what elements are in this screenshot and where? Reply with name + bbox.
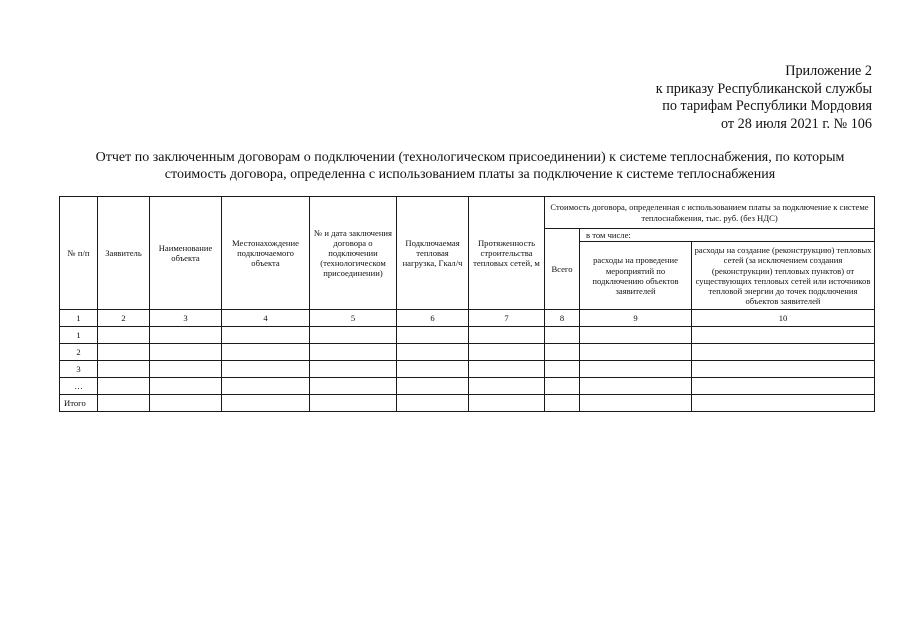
table-cell [150,344,222,361]
table-cell [692,327,875,344]
table-cell [469,378,545,395]
table-cell [692,395,875,412]
table-cell [692,361,875,378]
table-cell [469,327,545,344]
report-title-line-1: Отчет по заключенным договорам о подключении (технологическом присоединении) к системе теплоснабжения, по которым [95,150,845,165]
table-cell [397,344,469,361]
row-label: 3 [60,361,98,378]
table-cell [310,378,397,395]
table-cell [98,361,150,378]
total-label: Итого [60,395,98,412]
table-cell [310,395,397,412]
report-title-line-2: стоимость договора, определенна с использованием платы за подключение к системе теплоснабжения [164,167,776,182]
column-number: 5 [310,310,397,327]
header-total: Всего [545,229,580,310]
table-cell [310,344,397,361]
column-number: 6 [397,310,469,327]
appendix-authority-line: по тарифам Республики Мордовия [662,98,872,114]
table-cell [580,361,692,378]
table-cell [397,378,469,395]
header-cost-group: Стоимость договора, определенная с использованием платы за подключение к системе теплоснабжения, тыс. руб. (без НДС) [545,197,875,229]
table-cell [98,344,150,361]
table-cell [545,327,580,344]
table-cell [469,395,545,412]
table-cell [222,395,310,412]
table-cell [150,378,222,395]
table-cell [222,327,310,344]
table-cell [98,378,150,395]
report-table [59,196,875,412]
header-including: в том числе: [580,229,875,242]
header-applicant: Заявитель [98,197,150,310]
table-cell [397,395,469,412]
table-row [60,361,875,378]
table-cell [469,361,545,378]
row-label: … [60,378,98,395]
column-number-row [60,310,875,327]
table-cell [150,395,222,412]
table-cell [692,344,875,361]
table-cell [150,361,222,378]
appendix-header [472,63,872,133]
column-number: 10 [692,310,875,327]
header-sub-network-costs: расходы на создание (реконструкцию) тепловых сетей (за исключением создания (реконструкции) тепловых пунктов) от существующих тепловых сетей или источников тепловой энергии до точек подключения объектов заявителей [692,242,875,310]
column-number: 8 [545,310,580,327]
table-cell [469,344,545,361]
column-number: 4 [222,310,310,327]
table-cell [580,395,692,412]
column-number: 1 [60,310,98,327]
header-num: № п/п [60,197,98,310]
table-row [60,378,875,395]
appendix-order-line: к приказу Республиканской службы [655,80,872,97]
column-number: 9 [580,310,692,327]
header-object-location: Местонахождение подключаемого объекта [222,197,310,310]
header-contract: № и дата заключения договора о подключении (технологическом присоединении) [310,197,397,310]
column-number: 7 [469,310,545,327]
table-cell [222,361,310,378]
report-title [60,149,880,183]
column-number: 3 [150,310,222,327]
table-cell [222,344,310,361]
row-label: 1 [60,327,98,344]
table-cell [545,361,580,378]
table-cell [98,327,150,344]
column-number: 2 [98,310,150,327]
table-cell [545,395,580,412]
header-load: Подключаемая тепловая нагрузка, Гкал/ч [397,197,469,310]
table-row [60,344,875,361]
table-cell [580,327,692,344]
header-object-name: Наименование объекта [150,197,222,310]
header-length: Протяженность строительства тепловых сетей, м [469,197,545,310]
table-cell [580,378,692,395]
table-cell [310,327,397,344]
table-cell [692,378,875,395]
total-row [60,395,875,412]
table-cell [98,395,150,412]
table-cell [397,361,469,378]
table-cell [150,327,222,344]
appendix-date-line: от 28 июля 2021 г. № 106 [721,115,872,132]
appendix-title: Приложение 2 [785,63,872,79]
table-cell [222,378,310,395]
table-cell [310,361,397,378]
table-cell [580,344,692,361]
table-row [60,327,875,344]
table-cell [397,327,469,344]
header-sub-connection-costs: расходы на проведение мероприятий по подключению объектов заявителей [580,242,692,310]
row-label: 2 [60,344,98,361]
table-cell [545,378,580,395]
table-cell [545,344,580,361]
